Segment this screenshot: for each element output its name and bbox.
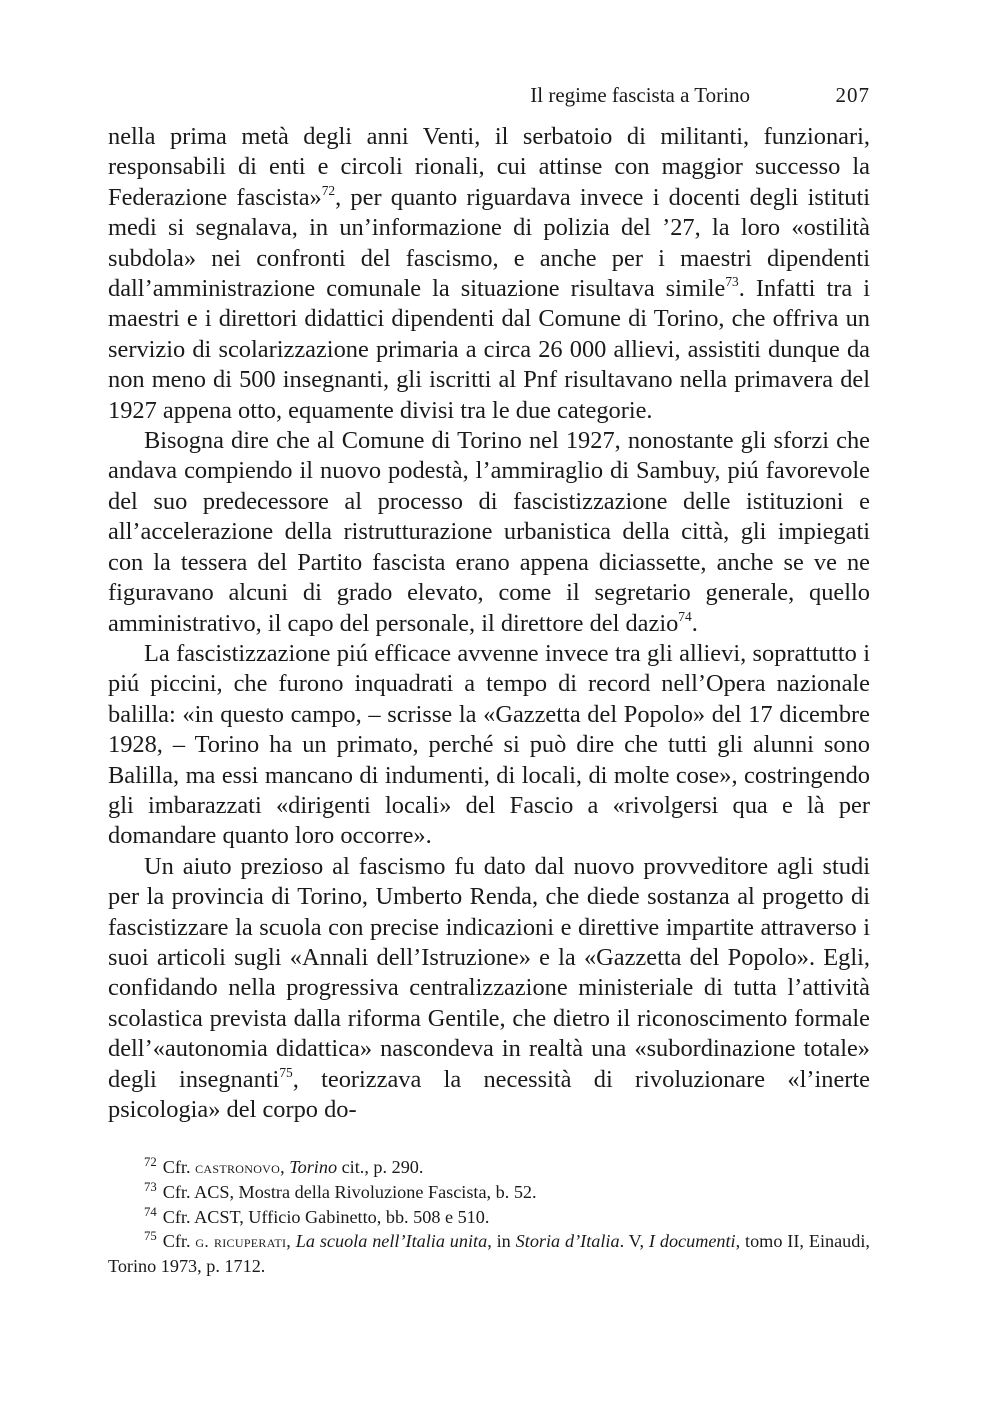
footnote-text: Cfr. <box>162 1230 196 1251</box>
page-number: 207 <box>835 83 870 107</box>
footnote-text: , <box>286 1230 296 1251</box>
running-title: Il regime fascista a Torino <box>530 83 750 107</box>
footnote-74 <box>108 1205 870 1229</box>
footnote-author: g. ricuperati <box>195 1231 287 1251</box>
footnote-text: Cfr. ACST, Ufficio Gabinetto, bb. 508 e 510. <box>162 1206 490 1227</box>
footnote-number: 75 <box>144 1228 157 1243</box>
paragraph-3: La fascistizzazione piú efficace avvenne invece tra gli allievi, soprattutto i piú piccini, che furono inquadrati a tempo di record nell’Opera nazionale balilla: «in questo campo, – scrisse la «Gazzetta del Popolo» del 17 dicembre 1928, – Torino ha un primato, perché si può dire che tutti gli alunni sono Balilla, ma essi mancano di indumenti, di locali, di molte cose», costringendo gli imbarazzati «dirigenti locali» del Fascio a «rivolgersi qua e là per domandare quanto loro occorre». <box>108 639 870 850</box>
running-header <box>108 80 870 110</box>
footnote-title: Storia d’Italia <box>515 1230 620 1251</box>
footnote-text: . V, <box>619 1230 649 1251</box>
paragraph-1-text-a: nella prima metà degli anni Venti, il serbatoio di militanti, funzionari, responsabili di enti e circoli rionali, cui attinse con maggior successo la Federazione fascista» <box>108 123 870 211</box>
footnotes <box>108 1155 870 1278</box>
paragraph-1 <box>108 122 870 426</box>
footnote-number: 72 <box>144 1154 157 1169</box>
footnote-text: Cfr. <box>162 1157 196 1177</box>
paragraph-2 <box>108 426 870 639</box>
main-text <box>108 122 870 1125</box>
footnote-title: La scuola nell’Italia unita <box>295 1230 488 1251</box>
footnote-text: , <box>280 1157 290 1177</box>
paragraph-2-text-b: . <box>691 609 698 637</box>
paragraph-4 <box>108 852 870 1126</box>
footnote-title: I documenti <box>648 1230 736 1251</box>
footnote-text: , tomo II, Einaudi, Torino 1973, p. 1712. <box>108 1230 870 1277</box>
footnote-number: 74 <box>144 1204 157 1219</box>
footnote-title: Torino <box>289 1157 338 1177</box>
footnote-text: cit., p. 290. <box>337 1157 424 1177</box>
paragraph-1-text-b: , per quanto riguardava invece i docenti degli istituti medi si segnalava, in un’informazione di polizia del ’27, la loro «ostilità subdola» nei confronti del fascismo, e anche per i maestri dipendenti dall’amministrazione comunale la situazione risultava simile <box>108 183 870 303</box>
paragraph-2-text-a: Bisogna dire che al Comune di Torino nel 1927, nonostante gli sforzi che andava compiendo il nuovo podestà, l’ammiraglio di Sambuy, piú favorevole del suo predecessore al processo di fascistizzazione delle istituzioni e all’accelerazione della ristrutturazione urbanistica della città, gli impiegati con la tessera del Partito fascista erano appena diciassette, anche se ve ne figuravano alcuni di grado elevato, come il segretario generale, quello amministrativo, il capo del personale, il direttore del dazio <box>108 427 870 637</box>
footnote-ref-73[interactable]: 73 <box>725 274 739 290</box>
footnote-72 <box>108 1155 870 1180</box>
footnote-text: , in <box>487 1230 516 1251</box>
footnote-text: Cfr. ACS, Mostra della Rivoluzione Fascista, b. 52. <box>162 1182 537 1203</box>
paragraph-1-text-c: . Infatti tra i maestri e i direttori didattici dipendenti dal Comune di Torino, che offriva un servizio di scolarizzazione primaria a circa 26 000 allievi, assistiti dunque da non meno di 500 insegnanti, gli iscritti al Pnf risultavano nella primavera del 1927 appena otto, equamente divisi tra le due categorie. <box>108 275 871 424</box>
footnote-ref-75[interactable]: 75 <box>279 1064 293 1080</box>
footnote-author: castronovo <box>195 1158 281 1177</box>
footnote-number: 73 <box>144 1180 157 1195</box>
footnote-75 <box>108 1229 870 1279</box>
paragraph-4-text-a: Un aiuto prezioso al fascismo fu dato dal nuovo provveditore agli studi per la provincia di Torino, Umberto Renda, che diede sostanza al progetto di fascistizzare la scuola con precise indicazioni e direttive impartite attraverso i suoi articoli sugli «Annali dell’Istruzione» e la «Gazzetta del Popolo». Egli, confidando nella progressiva centralizzazione ministeriale di tutta l’attività scolastica prevista dalla riforma Gentile, che dietro il riconoscimento formale dell’«autonomia didattica» nascondeva in realtà una «subordinazione totale» degli insegnanti <box>108 852 870 1093</box>
footnote-ref-74[interactable]: 74 <box>678 608 692 624</box>
paragraph-4-text-b: , teorizzava la necessità di rivoluzionare «l’inerte psicologia» del corpo do- <box>108 1065 870 1123</box>
footnote-73 <box>108 1180 870 1204</box>
footnote-ref-72[interactable]: 72 <box>321 183 336 199</box>
